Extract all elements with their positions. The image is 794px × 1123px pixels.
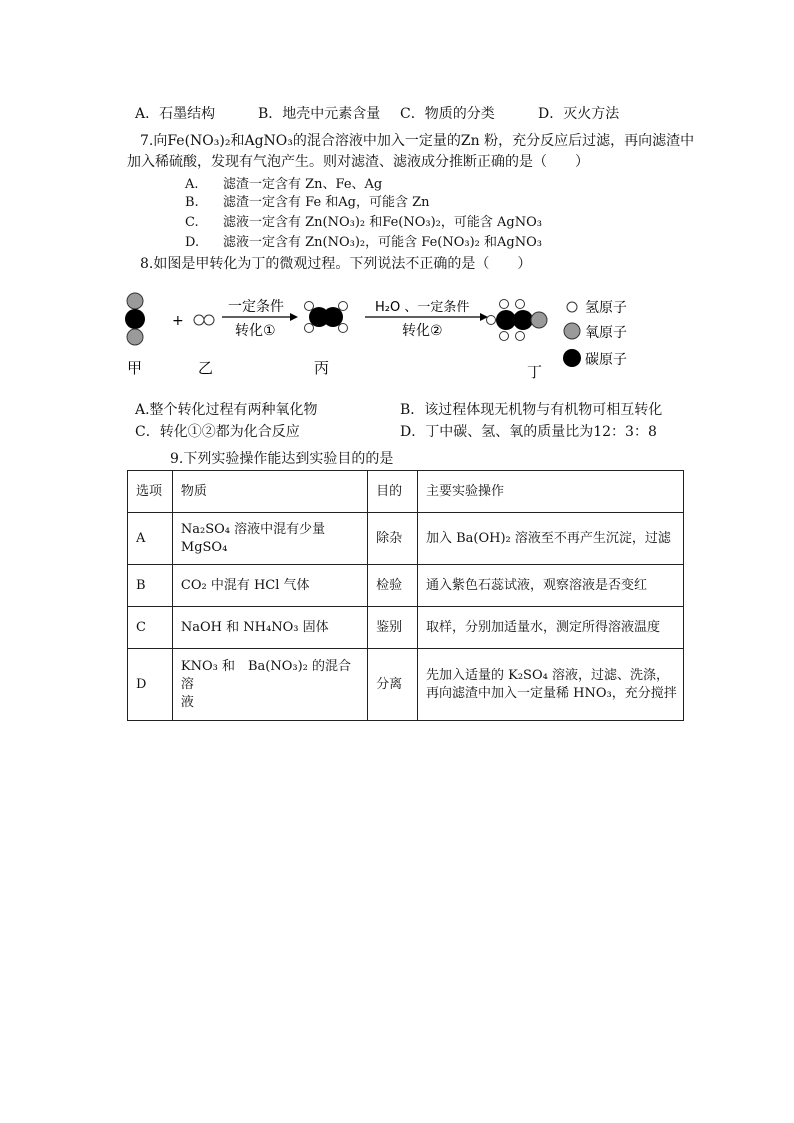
q7-option-d: D. 滤液一定含有 Zn(NO₃)₂，可能含 Fe(NO₃)₂ 和AgNO₃: [185, 235, 542, 250]
q6-option-b: B．地壳中元素含量: [258, 106, 381, 122]
header-option: 选项: [128, 471, 173, 513]
legend-carbon-swatch: [563, 349, 581, 367]
q8-stem: 8.如图是甲转化为丁的微观过程。下列说法不正确的是（ ）: [140, 256, 532, 272]
legend-carbon: 碳原子: [585, 352, 627, 368]
q8-option-a: A.整个转化过程有两种氧化物: [135, 402, 318, 418]
molecule-yi: [194, 315, 214, 325]
header-purpose: 目的: [368, 471, 418, 513]
row-substance: KNO₃ 和 Ba(NO₃)₂ 的混合溶 液: [172, 649, 367, 721]
molecule-bing: [305, 302, 348, 333]
legend: [563, 300, 627, 368]
molecule-ding: [487, 300, 548, 341]
label-bing: 丙: [314, 359, 330, 377]
table-row: [128, 607, 684, 649]
row-option: A: [128, 513, 173, 565]
q7-option-a: A. 滤渣一定含有 Zn、Fe、Ag: [185, 177, 383, 192]
arrow2-label: 转化②: [402, 323, 443, 339]
q7-option-c: C. 滤液一定含有 Zn(NO₃)₂ 和Fe(NO₃)₂，可能含 AgNO₃: [185, 215, 542, 230]
q9-table: [127, 470, 684, 721]
q8-option-b: B．该过程体现无机物与有机物可相互转化: [400, 402, 663, 418]
q7-stem-line2: 加入稀硫酸，发现有气泡产生。则对滤渣、滤液成分推断正确的是（ ）: [127, 154, 589, 170]
arrow1-label: 转化①: [235, 323, 276, 339]
row-option: C: [128, 607, 173, 649]
q7-stem-line1: 7.向Fe(NO₃)₂和AgNO₃的混合溶液中加入一定量的Zn 粉，充分反应后过滤，再向滤渣中: [140, 133, 695, 149]
table-row: [128, 513, 684, 565]
q8-option-c: C．转化①②都为化合反应: [135, 424, 300, 440]
label-ding: 丁: [527, 363, 543, 381]
legend-hydrogen-swatch: [567, 302, 577, 312]
row-option: D: [128, 649, 173, 721]
row-operation: 先加入适量的 K₂SO₄ 溶液，过滤、洗涤， 再向滤渣中加入一定量稀 HNO₃，充分搅拌: [417, 649, 683, 721]
legend-oxygen-swatch: [564, 323, 580, 339]
q6-option-c: C．物质的分类: [400, 106, 495, 122]
table-row: [128, 649, 684, 721]
label-yi: 乙: [198, 359, 214, 377]
row-purpose: 检验: [368, 565, 418, 607]
row-operation: 加入 Ba(OH)₂ 溶液至不再产生沉淀，过滤: [417, 513, 683, 565]
molecule-jia: [125, 293, 145, 345]
plus-sign: +: [172, 313, 184, 329]
table-row: [128, 565, 684, 607]
arrow-conversion-1: [222, 299, 298, 339]
row-purpose: 鉴别: [368, 607, 418, 649]
row-substance: CO₂ 中混有 HCl 气体: [172, 565, 367, 607]
q6-option-d: D．灭火方法: [538, 106, 620, 122]
row-operation: 取样，分别加适量水，测定所得溶液温度: [417, 607, 683, 649]
legend-hydrogen: 氢原子: [585, 300, 627, 316]
arrow2-condition: H₂O 、一定条件: [375, 300, 470, 315]
table-header-row: [128, 471, 684, 513]
row-purpose: 除杂: [368, 513, 418, 565]
row-operation: 通入紫色石蕊试液，观察溶液是否变红: [417, 565, 683, 607]
row-substance: NaOH 和 NH₄NO₃ 固体: [172, 607, 367, 649]
label-jia: 甲: [127, 359, 143, 377]
q7-option-b: B. 滤渣一定含有 Fe 和Ag，可能含 Zn: [185, 195, 430, 210]
row-purpose: 分离: [368, 649, 418, 721]
legend-oxygen: 氧原子: [585, 325, 627, 341]
header-operation: 主要实验操作: [417, 471, 683, 513]
q9-stem: 9.下列实验操作能达到实验目的的是: [170, 451, 394, 467]
row-option: B: [128, 565, 173, 607]
q8-reaction-diagram: [110, 285, 670, 385]
arrow1-condition: 一定条件: [228, 299, 284, 315]
q8-option-d: D．丁中碳、氢、氧的质量比为12：3：8: [400, 424, 657, 440]
arrow-conversion-2: [365, 300, 488, 339]
q6-option-a: A．石墨结构: [135, 106, 216, 122]
header-substance: 物质: [172, 471, 367, 513]
row-substance: Na₂SO₄ 溶液中混有少量 MgSO₄: [172, 513, 367, 565]
